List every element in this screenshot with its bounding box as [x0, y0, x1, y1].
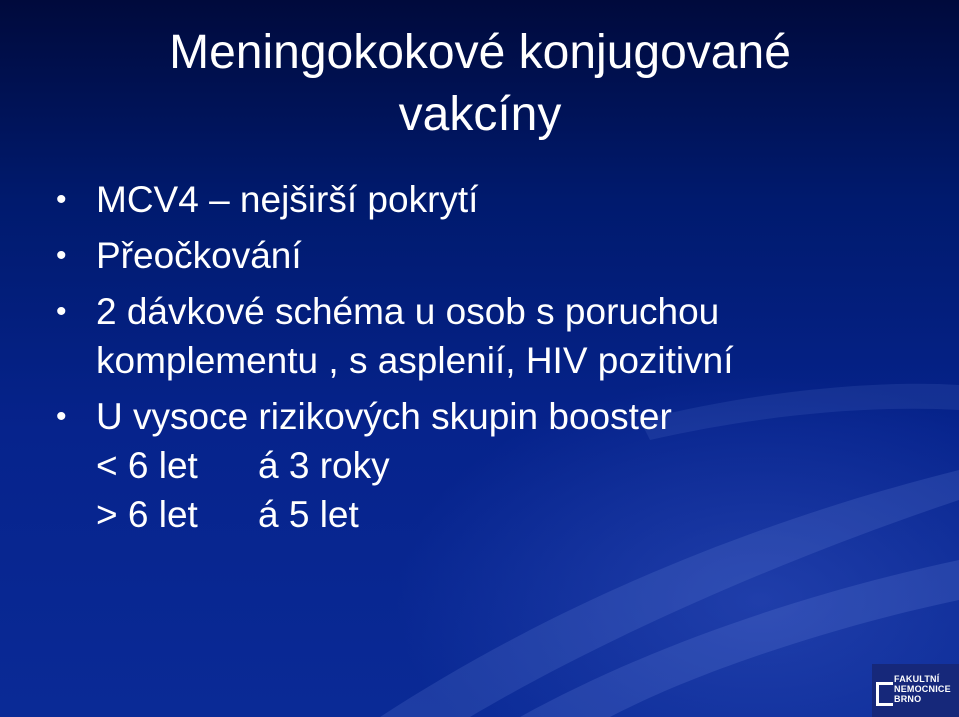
logo-line-3: BRNO	[894, 694, 922, 704]
bullet-booster-line-1: • U vysoce rizikových skupin booster	[96, 396, 672, 437]
title-line-2: vakcíny	[398, 88, 562, 141]
schedule-row	[96, 490, 916, 539]
logo-mark-icon	[876, 682, 893, 706]
schedule-row	[96, 441, 916, 490]
title-line-1: Meningokokové konjugované	[169, 26, 791, 79]
bullet-two-dose-line-1: • 2 dávkové schéma u osob s poruchou	[96, 291, 720, 332]
slide-title	[40, 22, 920, 146]
bullet-revaccination	[56, 231, 916, 280]
logo-text	[894, 674, 951, 704]
bullet-revaccination-text: Přeočkování	[96, 235, 302, 276]
logo-line-2: NEMOCNICE	[894, 684, 951, 694]
bullet-booster	[56, 392, 916, 539]
schedule-age: > 6 let	[96, 494, 198, 535]
schedule-interval: á 3 roky	[258, 445, 390, 486]
bullet-two-dose-line-2: komplementu , s asplenií, HIV pozitivní	[96, 340, 734, 381]
bullet-two-dose-schema	[56, 287, 916, 385]
bullet-mcv4-text: MCV4 – nejširší pokrytí	[96, 179, 479, 220]
bullet-list	[56, 175, 916, 546]
bullet-mcv4	[56, 175, 916, 224]
logo-line-1: FAKULTNÍ	[894, 674, 940, 684]
schedule-age: < 6 let	[96, 445, 198, 486]
hospital-logo	[872, 664, 959, 717]
schedule-interval: á 5 let	[258, 494, 359, 535]
